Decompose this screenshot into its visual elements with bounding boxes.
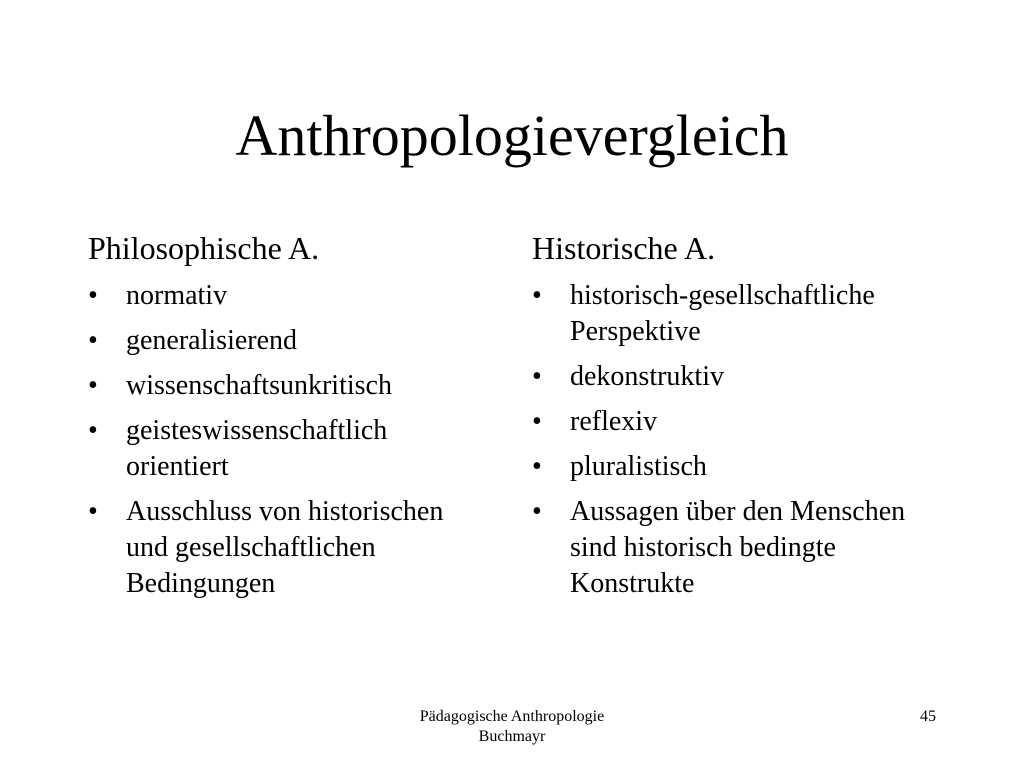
list-item: [88, 494, 488, 602]
bullet-icon: •: [88, 415, 98, 446]
list-item-text: historisch-gesellschaftliche Perspektive: [570, 280, 875, 347]
left-bullet-list: [88, 278, 488, 602]
list-item: [88, 413, 488, 485]
right-column-heading: Historische A.: [532, 230, 716, 266]
bullet-icon: •: [532, 496, 542, 527]
left-column-heading: Philosophische A.: [88, 230, 320, 266]
bullet-icon: •: [88, 325, 98, 356]
list-item-text: generalisierend: [126, 325, 298, 356]
list-item-text: pluralistisch: [570, 451, 707, 482]
footer-course-title: Pädagogische Anthropologie: [419, 708, 605, 725]
list-item: [532, 449, 952, 485]
list-item: [88, 323, 488, 359]
right-bullet-list: [532, 278, 952, 602]
slide-title: Anthropologievergleich: [235, 103, 789, 168]
list-item: [88, 368, 488, 404]
bullet-icon: •: [532, 406, 542, 437]
bullet-icon: •: [532, 451, 542, 482]
bullet-icon: •: [532, 361, 542, 392]
list-item-text: Aussagen über den Menschen sind historisch bedingte Konstrukte: [570, 496, 906, 599]
list-item-text: wissenschaftsunkritisch: [126, 370, 392, 401]
list-item-text: Ausschluss von historischen und gesellschaftlichen Bedingungen: [126, 496, 444, 599]
bullet-icon: •: [88, 370, 98, 401]
list-item-text: dekonstruktiv: [570, 361, 724, 392]
bullet-icon: •: [88, 496, 98, 527]
list-item-text: geisteswissenschaftlich orientiert: [126, 415, 388, 482]
list-item: [532, 404, 952, 440]
list-item-text: normativ: [126, 280, 228, 311]
footer-author: Buchmayr: [478, 728, 546, 745]
list-item: [532, 278, 952, 350]
list-item: [532, 494, 952, 602]
left-column: [88, 228, 488, 611]
list-item: [88, 278, 488, 314]
list-item: [532, 359, 952, 395]
footer: [0, 707, 1024, 747]
right-column: [532, 228, 952, 611]
page-number: 45: [920, 708, 936, 725]
list-item-text: reflexiv: [570, 406, 658, 437]
bullet-icon: •: [88, 280, 98, 311]
bullet-icon: •: [532, 280, 542, 311]
